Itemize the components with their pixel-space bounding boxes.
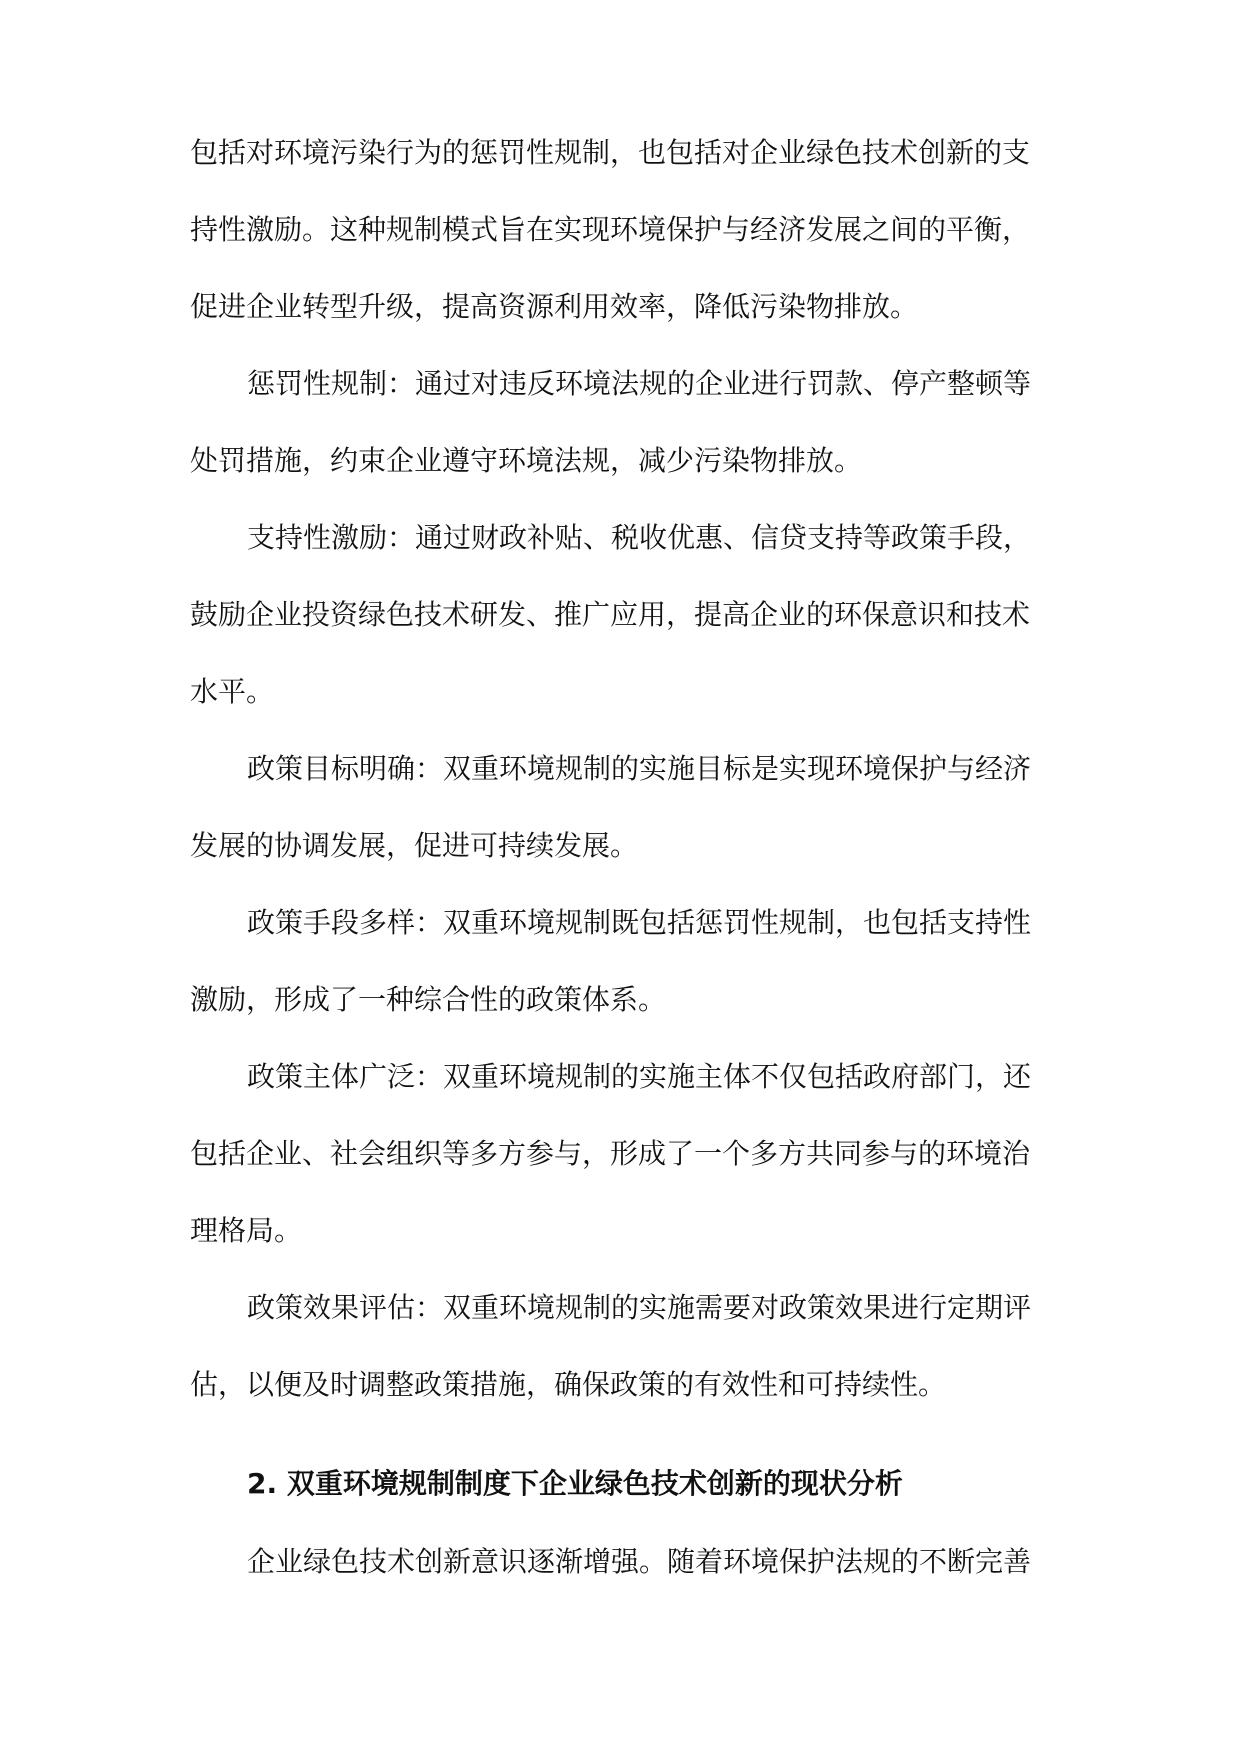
paragraph-3-line-2: 鼓励企业投资绿色技术研发、推广应用，提高企业的环保意识和技术: [190, 598, 1031, 631]
paragraph-1-line-2: 持性激励。这种规制模式旨在实现环境保护与经济发展之间的平衡，: [190, 213, 1031, 246]
paragraph-3-line-3: 水平。: [190, 675, 275, 708]
paragraph-1-line-1: 包括对环境污染行为的惩罚性规制，也包括对企业绿色技术创新的支: [190, 136, 1031, 169]
paragraph-5-line-1: 政策手段多样：双重环境规制既包括惩罚性规制，也包括支持性: [247, 906, 1032, 939]
paragraph-5-line-2: 激励，形成了一种综合性的政策体系。: [190, 983, 667, 1016]
paragraph-6-line-3: 理格局。: [190, 1214, 303, 1247]
paragraph-4-line-1: 政策目标明确：双重环境规制的实施目标是实现环境保护与经济: [247, 752, 1032, 785]
paragraph-8-line-1: 企业绿色技术创新意识逐渐增强。随着环境保护法规的不断完善: [247, 1545, 1032, 1578]
paragraph-6-line-2: 包括企业、社会组织等多方参与，形成了一个多方共同参与的环境治: [190, 1137, 1031, 1170]
paragraph-7-line-1: 政策效果评估：双重环境规制的实施需要对政策效果进行定期评: [247, 1291, 1032, 1324]
paragraph-1-line-3: 促进企业转型升级，提高资源利用效率，降低污染物排放。: [190, 290, 919, 323]
paragraph-2-line-2: 处罚措施，约束企业遵守环境法规，减少污染物排放。: [190, 444, 863, 477]
paragraph-4-line-2: 发展的协调发展，促进可持续发展。: [190, 829, 639, 862]
paragraph-2-line-1: 惩罚性规制：通过对违反环境法规的企业进行罚款、停产整顿等: [247, 367, 1032, 400]
section-heading: 2. 双重环境规制制度下企业绿色技术创新的现状分析: [247, 1467, 903, 1500]
paragraph-6-line-1: 政策主体广泛：双重环境规制的实施主体不仅包括政府部门，还: [247, 1060, 1032, 1093]
paragraph-7-line-2: 估，以便及时调整政策措施，确保政策的有效性和可持续性。: [190, 1368, 947, 1401]
paragraph-3-line-1: 支持性激励：通过财政补贴、税收优惠、信贷支持等政策手段，: [247, 521, 1032, 554]
